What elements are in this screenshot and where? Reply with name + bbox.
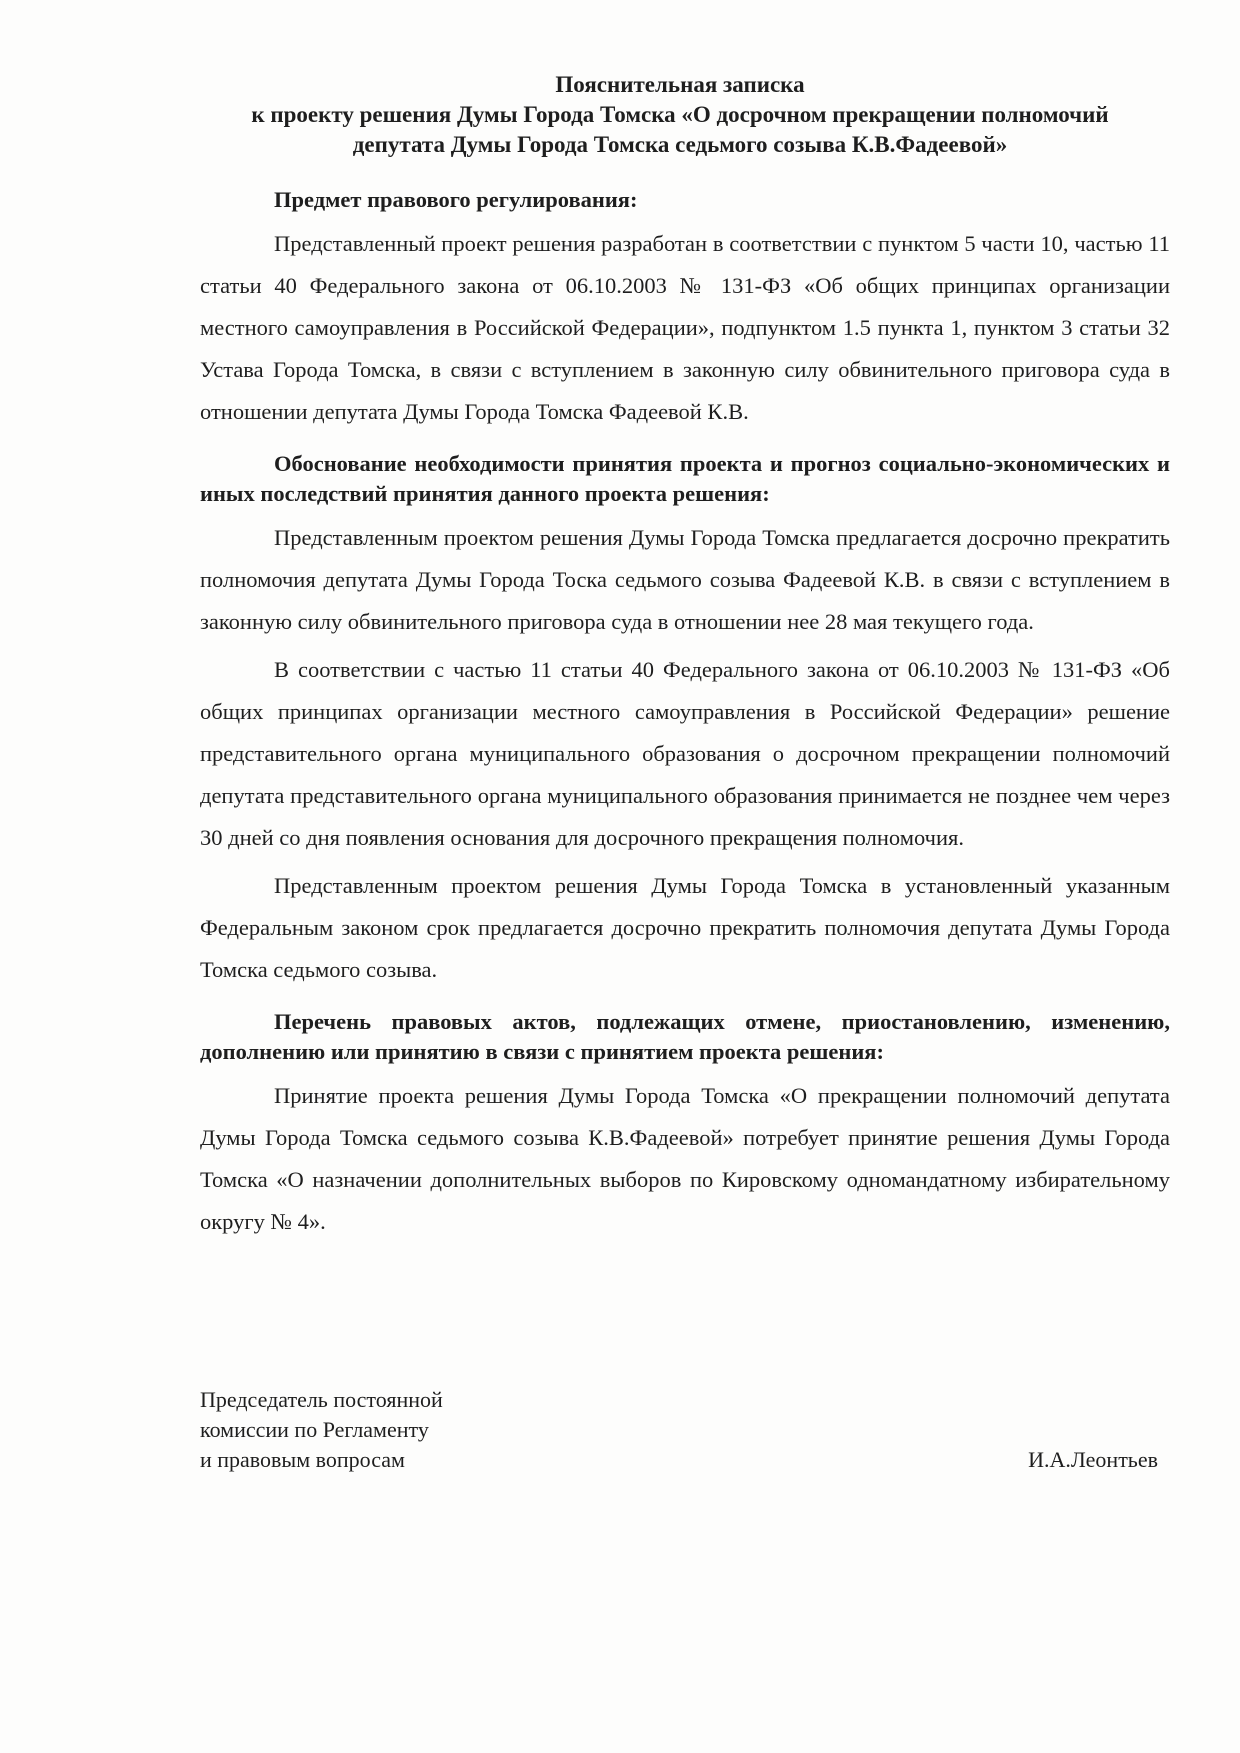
title-line-2: к проекту решения Думы Города Томска «О досрочном прекращении полномочий [251,102,1109,127]
section-heading-justification: Обоснование необходимости принятия проекта и прогноз социально-экономических и иных последствий принятия данного проекта решения: [200,451,1170,506]
title-line-1: Пояснительная записка [555,72,805,97]
paragraph-subject: Представленный проект решения разработан в соответствии с пунктом 5 части 10, частью 11 статьи 40 Федерального закона от 06.10.2003 № 131-ФЗ «Об общих принципах организации местного самоуправления в Российской Федерации», подпунктом 1.5 пункта 1, пунктом 3 статьи 32 Устава Города Томска, в связи с вступлением в законную силу обвинительного приговора суда в отношении депутата Думы Города Томска Фадеевой К.В. [200,231,1170,424]
document-body [200,185,1170,1249]
position-line-2: комиссии по Регламенту [200,1417,429,1442]
document-title [200,70,1160,160]
position-line-3: и правовым вопросам [200,1447,405,1472]
title-line-3: депутата Думы Города Томска седьмого созыва К.В.Фадеевой» [352,132,1008,157]
paragraph-justification-3: Представленным проектом решения Думы Города Томска в установленный указанным Федеральным законом срок предлагается досрочно прекратить полномочия депутата Думы Города Томска седьмого созыва. [200,873,1170,982]
paragraph-justification-2: В соответствии с частью 11 статьи 40 Федерального закона от 06.10.2003 № 131-ФЗ «Об общих принципах организации местного самоуправления в Российской Федерации» решение представительного органа муниципального образования о досрочном прекращении полномочий депутата представительного органа муниципального образования принимается не позднее чем через 30 дней со дня появления основания для досрочного прекращения полномочия. [200,657,1170,850]
paragraph-legal-acts: Принятие проекта решения Думы Города Томска «О прекращении полномочий депутата Думы Города Томска седьмого созыва К.В.Фадеевой» потребует принятие решения Думы Города Томска «О назначении дополнительных выборов по Кировскому одномандатному избирательному округу № 4». [200,1083,1170,1234]
section-heading-subject: Предмет правового регулирования: [274,187,638,212]
paragraph-justification-1: Представленным проектом решения Думы Города Томска предлагается досрочно прекратить полномочия депутата Думы Города Тоска седьмого созыва Фадеевой К.В. в связи с вступлением в законную силу обвинительного приговора суда в отношении нее 28 мая текущего года. [200,525,1170,634]
section-heading-legal-acts: Перечень правовых актов, подлежащих отмене, приостановлению, изменению, дополнению или принятию в связи с принятием проекта решения: [200,1009,1170,1064]
signatory-position [200,1385,600,1475]
position-line-1: Председатель постоянной [200,1387,443,1412]
signatory-name: И.А.Леонтьев [1028,1447,1158,1472]
